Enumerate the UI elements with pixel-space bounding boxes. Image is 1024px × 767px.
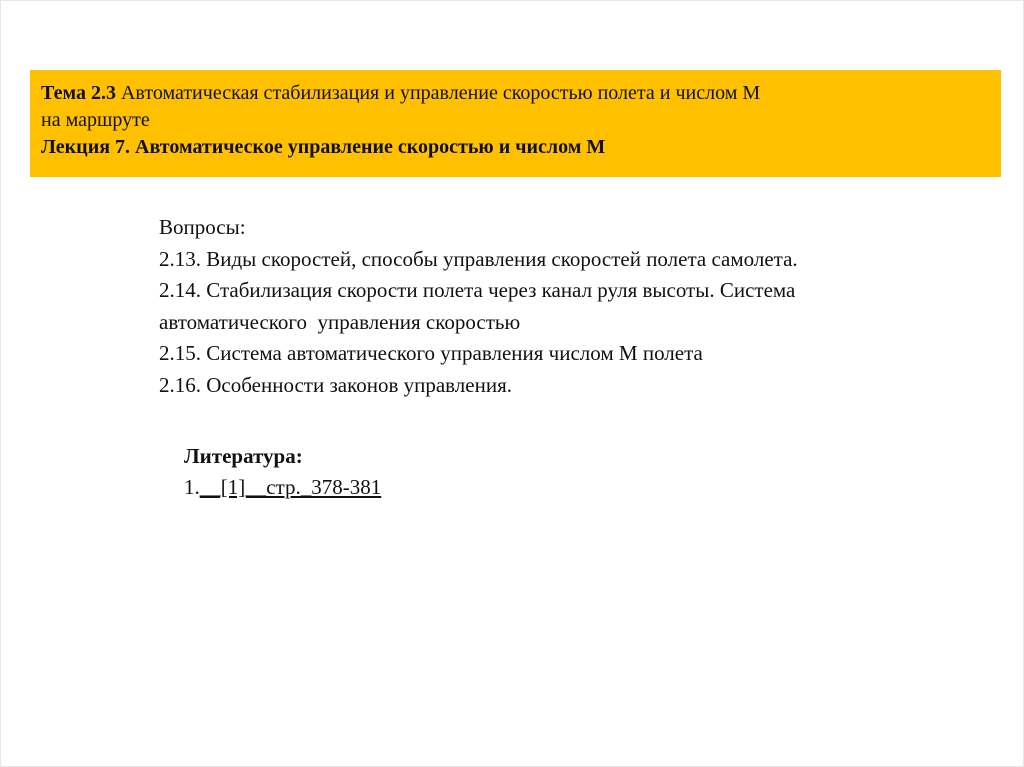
question-item: 2.16. Особенности законов управления. (159, 372, 512, 397)
topic-line (41, 80, 989, 107)
topic-text: Автоматическая стабилизация и управление скоростью полета и числом М (120, 82, 761, 104)
literature-block (184, 441, 584, 503)
literature-reference-link[interactable]: __[1]__стр._378-381 (199, 475, 382, 499)
question-item: автоматического управления скоростью (159, 309, 521, 334)
title-banner (30, 70, 1001, 177)
literature-item-number: 1. (184, 475, 200, 499)
question-item: 2.15. Система автоматического управления числом М полета (159, 341, 703, 365)
question-item: 2.13. Виды скоростей, способы управления скоростей полета самолета. (159, 246, 798, 271)
topic-label: Тема 2.3 (41, 82, 116, 104)
literature-heading: Литература: (184, 444, 303, 468)
questions-heading: Вопросы: (159, 215, 246, 239)
questions-block (159, 212, 959, 401)
literature-item (184, 472, 584, 503)
lecture-title: Лекция 7. Автоматическое управление скоростью и числом М (41, 136, 606, 158)
topic-text-continued: на маршруте (41, 109, 150, 131)
question-item: 2.14. Стабилизация скорости полета через канал руля высоты. Система (159, 278, 796, 302)
